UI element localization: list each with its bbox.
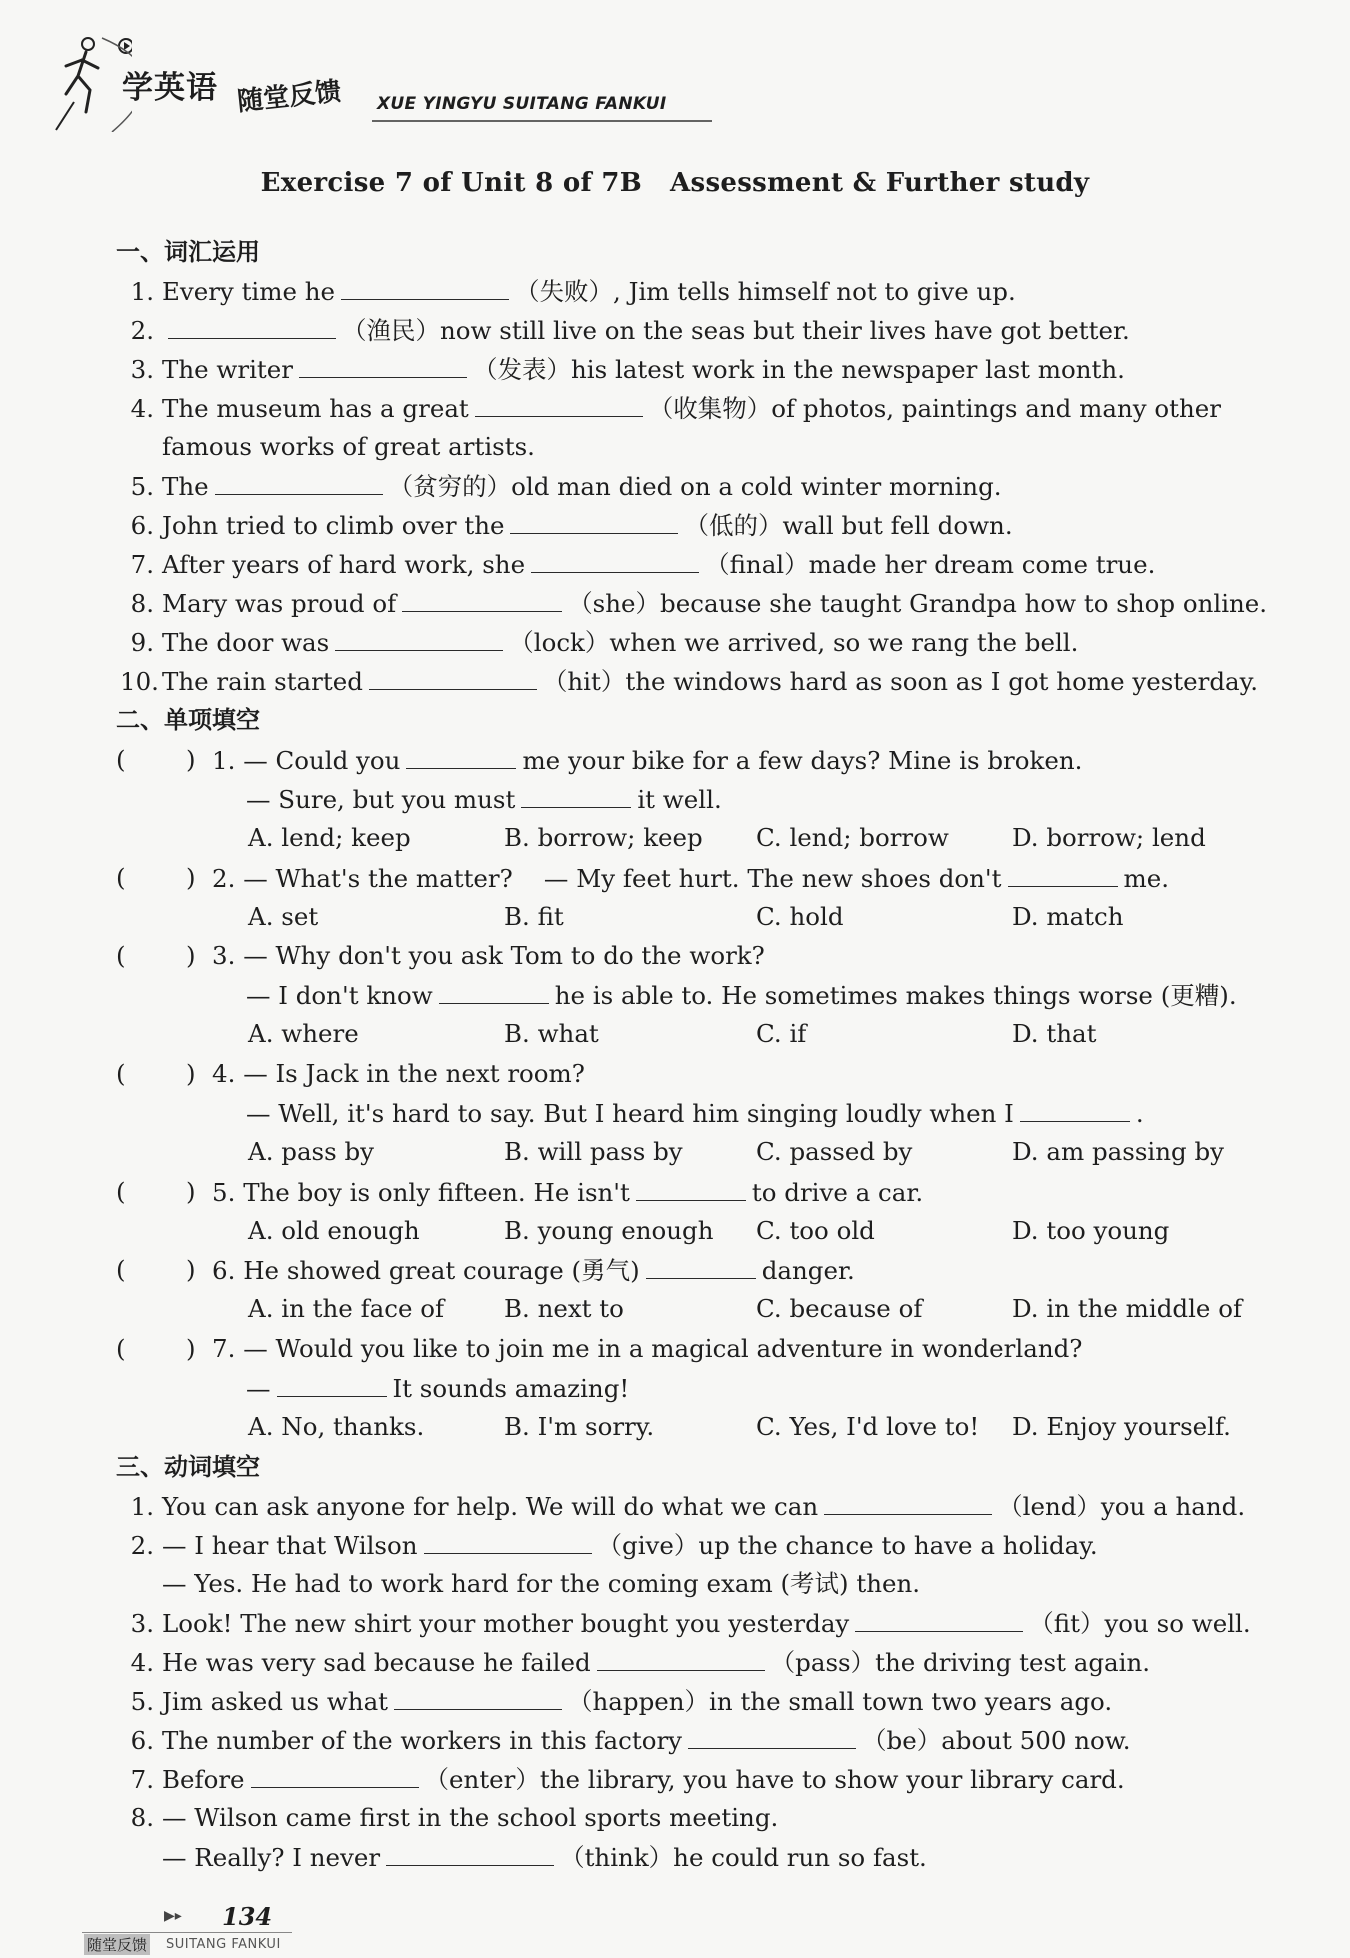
mc-6-option-a[interactable]: A. in the face of	[248, 1294, 445, 1323]
mc-2-option-a[interactable]: A. set	[248, 902, 319, 931]
brand-title-en: XUE YINGYU SUITANG FANKUI	[377, 94, 667, 114]
verb-item-4: 4. He was very sad because he failed （pass）the driving test again.	[130, 1648, 1151, 1677]
vocab-item-9: 9. The door was （lock）when we arrived, so we rang the bell.	[130, 628, 1079, 657]
answer-bracket-open: (	[116, 863, 126, 892]
answer-blank[interactable]	[394, 1685, 562, 1710]
verb-item-5: 5. Jim asked us what （happen）in the small town two years ago.	[130, 1687, 1113, 1716]
mc-7-option-b[interactable]: B. I'm sorry.	[504, 1412, 655, 1441]
mc-1-option-c[interactable]: C. lend; borrow	[756, 823, 949, 852]
double-arrow-icon: ▶▸	[164, 1908, 182, 1924]
answer-bracket-close: )	[186, 1059, 196, 1088]
mc-question-1-reply: — Sure, but you must it well.	[246, 785, 722, 814]
footer-tag-cn: 随堂反馈	[84, 1934, 150, 1955]
answer-blank[interactable]	[646, 1254, 756, 1279]
mc-3-option-d[interactable]: D. that	[1012, 1019, 1097, 1048]
mc-7-option-d[interactable]: D. Enjoy yourself.	[1012, 1412, 1231, 1441]
mc-1-option-b[interactable]: B. borrow; keep	[504, 823, 703, 852]
vocab-item-1: 1. Every time he （失败）, Jim tells himself not to give up.	[130, 277, 1016, 306]
mc-5-option-b[interactable]: B. young enough	[504, 1216, 714, 1245]
mc-question-3-reply: — I don't know he is able to. He sometimes makes things worse (更糟).	[246, 981, 1237, 1010]
verb-item-7: 7. Before （enter）the library, you have to show your library card.	[130, 1765, 1125, 1794]
mc-6-option-b[interactable]: B. next to	[504, 1294, 624, 1323]
vocab-item-8: 8. Mary was proud of （she）because she taught Grandpa how to shop online.	[130, 589, 1268, 618]
answer-blank[interactable]	[855, 1607, 1023, 1632]
mc-question-1: 1. — Could you me your bike for a few days? Mine is broken.	[212, 746, 1083, 775]
mc-5-option-c[interactable]: C. too old	[756, 1216, 875, 1245]
answer-blank[interactable]	[824, 1490, 992, 1515]
answer-blank[interactable]	[636, 1176, 746, 1201]
mc-1-option-d[interactable]: D. borrow; lend	[1012, 823, 1206, 852]
mc-3-option-c[interactable]: C. if	[756, 1019, 807, 1048]
answer-bracket-close: )	[186, 1334, 196, 1363]
answer-blank[interactable]	[369, 665, 537, 690]
footer-tag-en: SUITANG FANKUI	[166, 1937, 281, 1952]
section-heading-verb-fill: 三、动词填空	[116, 1453, 260, 1481]
mc-question-2: 2. — What's the matter? — My feet hurt. The new shoes don't me.	[212, 864, 1170, 893]
mc-4-option-b[interactable]: B. will pass by	[504, 1137, 683, 1166]
header	[52, 32, 692, 142]
answer-blank[interactable]	[688, 1724, 856, 1749]
answer-bracket-open: (	[116, 941, 126, 970]
section-heading-vocabulary: 一、词汇运用	[116, 238, 260, 266]
mc-7-option-c[interactable]: C. Yes, I'd love to!	[756, 1412, 980, 1441]
answer-blank[interactable]	[386, 1841, 554, 1866]
mc-2-option-d[interactable]: D. match	[1012, 902, 1124, 931]
answer-bracket-close: )	[186, 745, 196, 774]
brand-subtitle-cn: 随堂反馈	[235, 76, 343, 118]
answer-bracket-close: )	[186, 863, 196, 892]
mc-4-option-a[interactable]: A. pass by	[248, 1137, 375, 1166]
runner-logo-icon	[52, 32, 132, 132]
vocab-item-7: 7. After years of hard work, she （final）made her dream come true.	[130, 550, 1156, 579]
answer-blank[interactable]	[475, 392, 643, 417]
mc-1-option-a[interactable]: A. lend; keep	[248, 823, 411, 852]
answer-blank[interactable]	[521, 783, 631, 808]
verb-item-6: 6. The number of the workers in this factory （be）about 500 now.	[130, 1726, 1131, 1755]
mc-6-option-d[interactable]: D. in the middle of	[1012, 1294, 1243, 1323]
answer-blank[interactable]	[341, 275, 509, 300]
answer-blank[interactable]	[424, 1529, 592, 1554]
mc-2-option-c[interactable]: C. hold	[756, 902, 844, 931]
vocab-item-10: 10. The rain started （hit）the windows hard as soon as I got home yesterday.	[120, 667, 1258, 696]
mc-6-option-c[interactable]: C. because of	[756, 1294, 923, 1323]
answer-blank[interactable]	[251, 1763, 419, 1788]
header-underline	[372, 118, 712, 124]
answer-blank[interactable]	[215, 470, 383, 495]
verb-item-8-reply: — Really? I never （think）he could run so fast.	[162, 1843, 927, 1872]
vocab-item-6: 6. John tried to climb over the （低的）wall but fell down.	[130, 511, 1013, 540]
answer-bracket-close: )	[186, 1177, 196, 1206]
answer-blank[interactable]	[168, 314, 336, 339]
mc-3-option-b[interactable]: B. what	[504, 1019, 599, 1048]
answer-blank[interactable]	[531, 548, 699, 573]
page-title: Exercise 7 of Unit 8 of 7B Assessment & Further study	[260, 168, 1090, 198]
answer-bracket-open: (	[116, 1059, 126, 1088]
answer-blank[interactable]	[1008, 862, 1118, 887]
brand-title-cn: 学英语	[122, 70, 218, 106]
answer-blank[interactable]	[406, 744, 516, 769]
answer-bracket-close: )	[186, 1255, 196, 1284]
answer-blank[interactable]	[510, 509, 678, 534]
vocab-item-3: 3. The writer （发表）his latest work in the newspaper last month.	[130, 355, 1125, 384]
mc-7-option-a[interactable]: A. No, thanks.	[248, 1412, 425, 1441]
vocab-item-5: 5. The （贫穷的）old man died on a cold winter morning.	[130, 472, 1002, 501]
verb-item-2-reply: — Yes. He had to work hard for the coming exam (考试) then.	[162, 1569, 921, 1598]
mc-5-option-a[interactable]: A. old enough	[248, 1216, 420, 1245]
vocab-item-4: 4. The museum has a great （收集物）of photos, paintings and many other	[130, 394, 1221, 423]
vocab-item-2: 2. （渔民）now still live on the seas but their lives have got better.	[130, 316, 1130, 345]
answer-bracket-open: (	[116, 1255, 126, 1284]
mc-question-4-reply: — Well, it's hard to say. But I heard him singing loudly when I .	[246, 1099, 1144, 1128]
answer-bracket-open: (	[116, 1334, 126, 1363]
verb-item-1: 1. You can ask anyone for help. We will do what we can （lend）you a hand.	[130, 1492, 1246, 1521]
mc-3-option-a[interactable]: A. where	[248, 1019, 359, 1048]
mc-question-4: 4. — Is Jack in the next room?	[212, 1059, 585, 1088]
answer-blank[interactable]	[299, 353, 467, 378]
answer-blank[interactable]	[597, 1646, 765, 1671]
mc-5-option-d[interactable]: D. too young	[1012, 1216, 1170, 1245]
answer-blank[interactable]	[402, 587, 562, 612]
answer-bracket-open: (	[116, 745, 126, 774]
answer-bracket-open: (	[116, 1177, 126, 1206]
answer-blank[interactable]	[439, 979, 549, 1004]
page-number: 134	[222, 1902, 273, 1931]
section-heading-multiple-choice: 二、单项填空	[116, 706, 260, 734]
answer-blank[interactable]	[335, 626, 503, 651]
verb-item-2: 2. — I hear that Wilson （give）up the chance to have a holiday.	[130, 1531, 1098, 1560]
vocab-item-4-continued: famous works of great artists.	[162, 432, 535, 461]
answer-blank[interactable]	[277, 1372, 387, 1397]
mc-4-option-c[interactable]: C. passed by	[756, 1137, 913, 1166]
verb-item-8: 8. — Wilson came first in the school sports meeting.	[130, 1803, 779, 1832]
answer-bracket-close: )	[186, 941, 196, 970]
verb-item-3: 3. Look! The new shirt your mother bought you yesterday （fit）you so well.	[130, 1609, 1251, 1638]
mc-question-5: 5. The boy is only fifteen. He isn't to drive a car.	[212, 1178, 924, 1207]
mc-question-7: 7. — Would you like to join me in a magical adventure in wonderland?	[212, 1334, 1083, 1363]
mc-question-6: 6. He showed great courage (勇气) danger.	[212, 1256, 855, 1285]
mc-question-7-reply: — It sounds amazing!	[246, 1374, 630, 1403]
answer-blank[interactable]	[1020, 1097, 1130, 1122]
mc-2-option-b[interactable]: B. fit	[504, 902, 564, 931]
mc-4-option-d[interactable]: D. am passing by	[1012, 1137, 1225, 1166]
mc-question-3: 3. — Why don't you ask Tom to do the work?	[212, 941, 765, 970]
